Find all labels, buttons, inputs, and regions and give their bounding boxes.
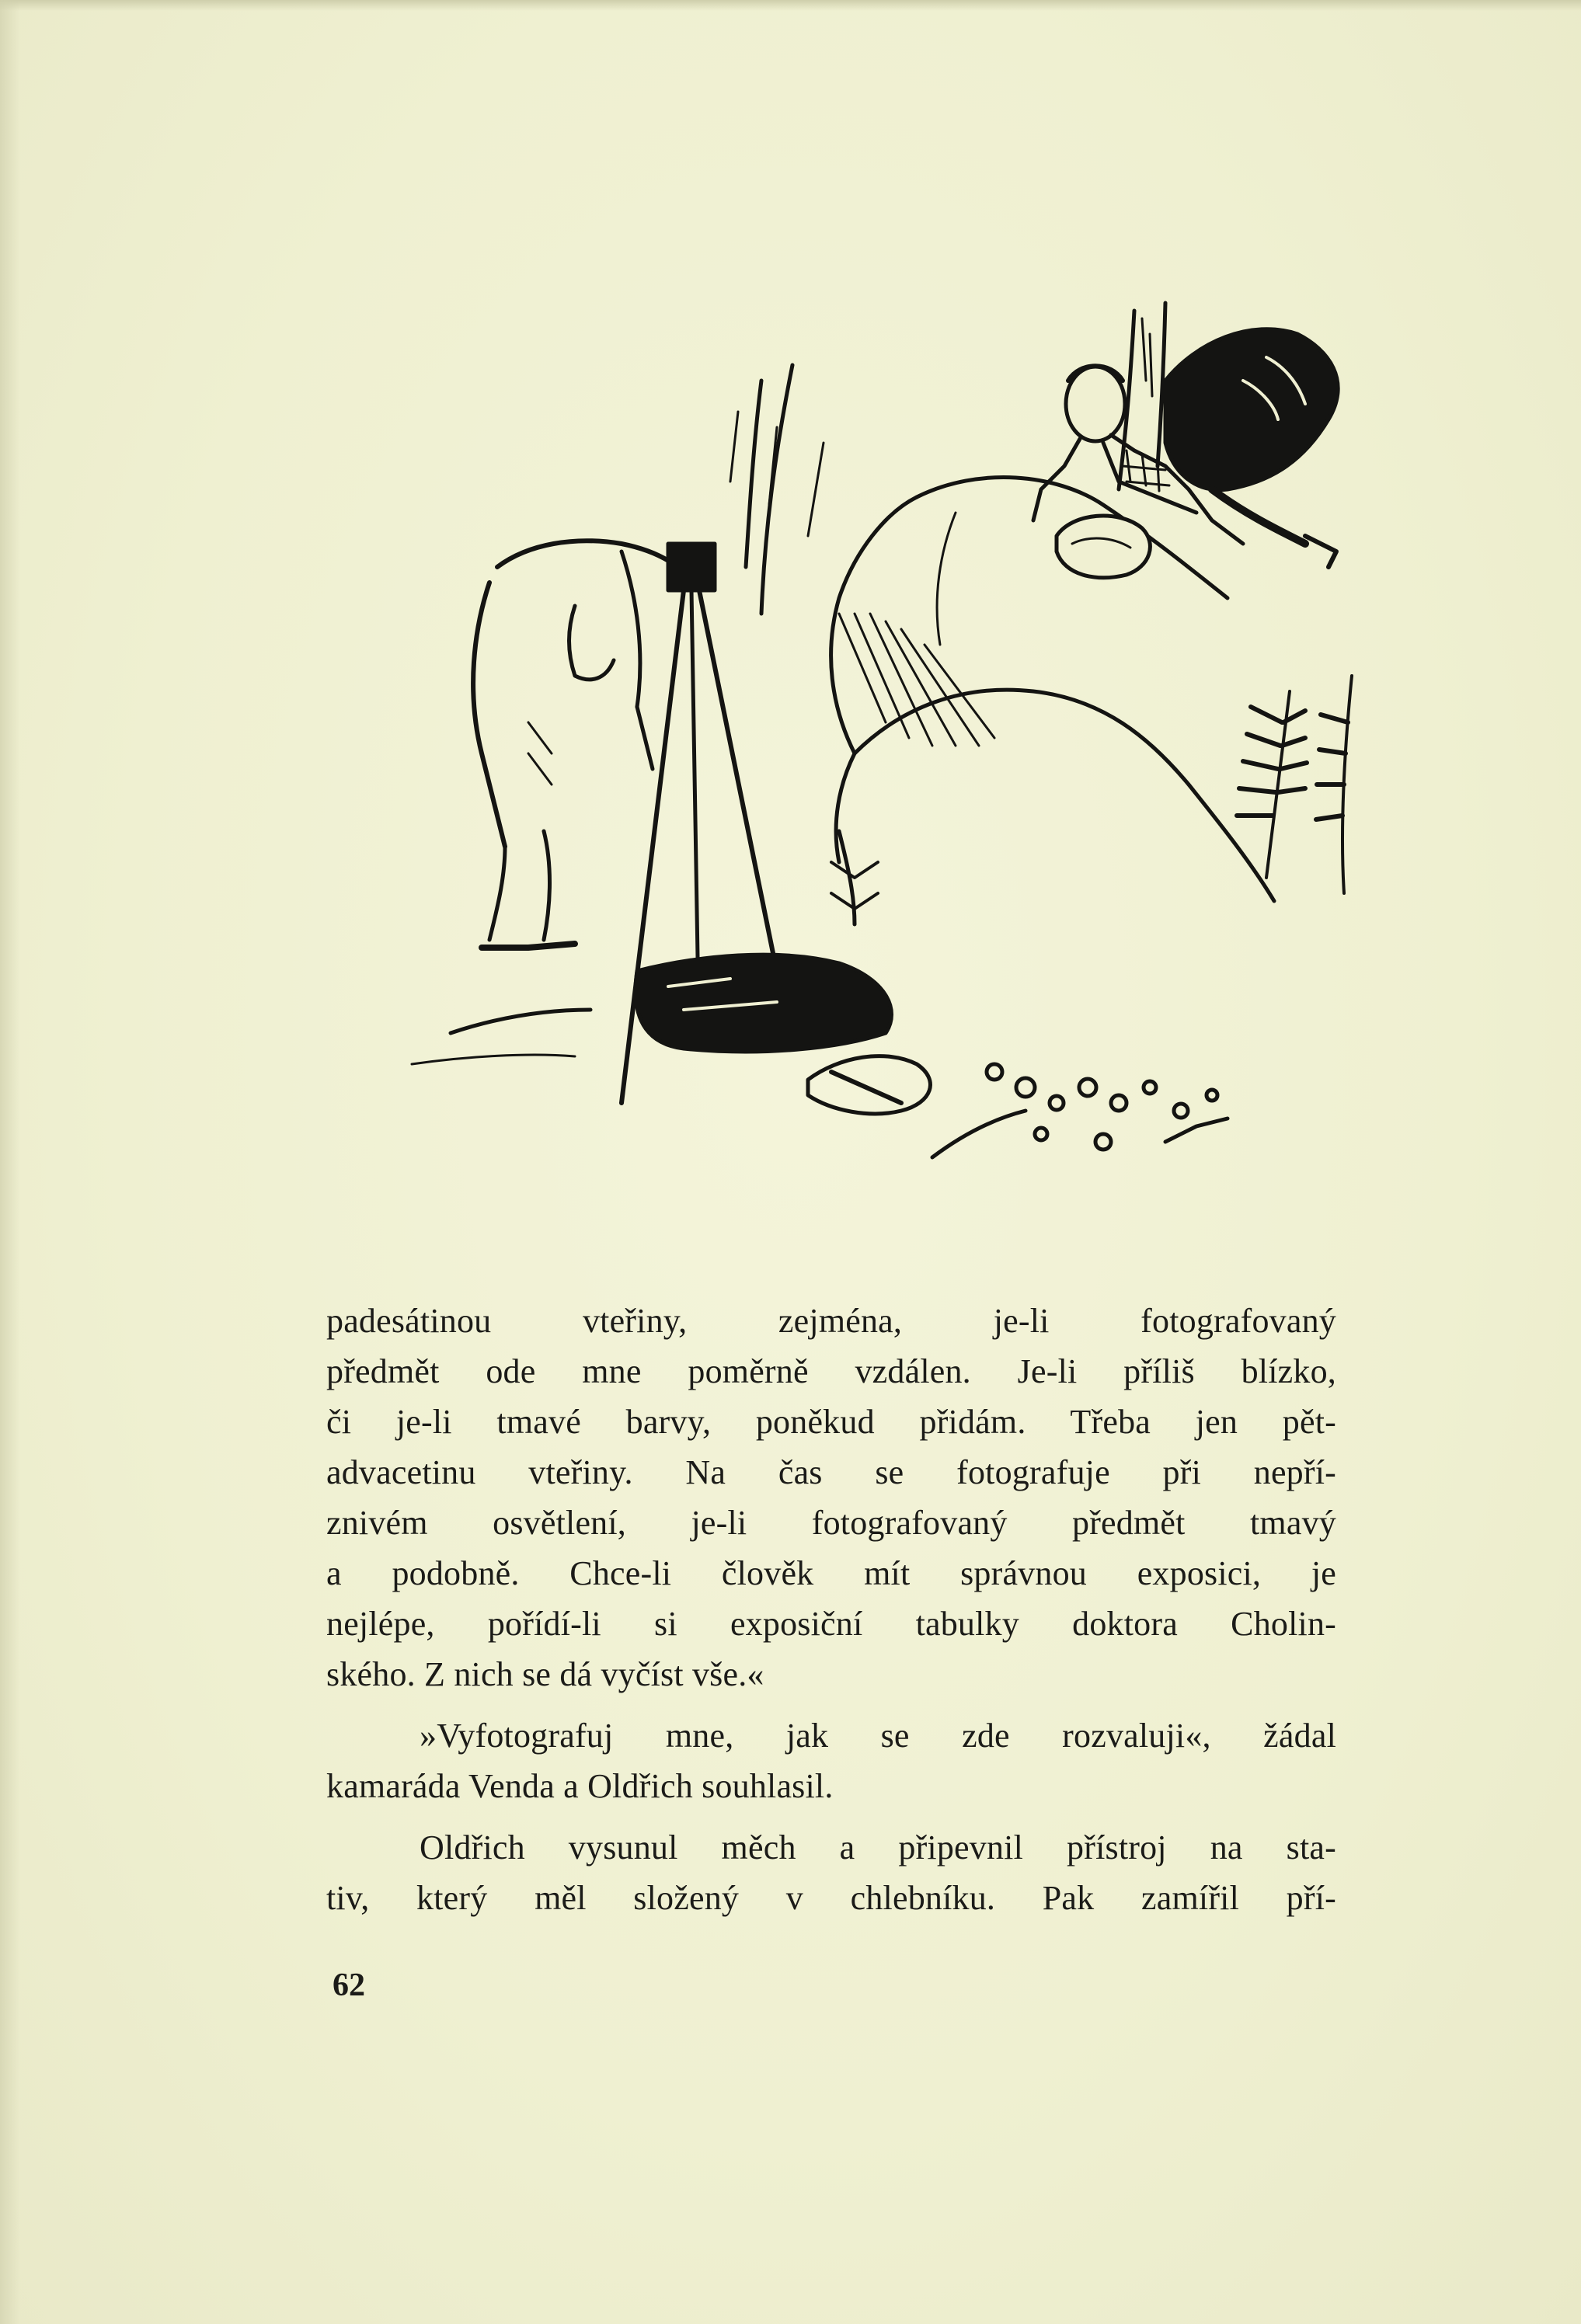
text-line: tiv, který měl složený v chlebníku. Pak zamířil pří- <box>326 1879 1336 1917</box>
text-line: či je-li tmavé barvy, poněkud přidám. Třeba jen pět- <box>326 1403 1336 1441</box>
text-line: kamaráda Venda a Oldřich souhlasil. <box>326 1767 834 1805</box>
text-line: »Vyfotografuj mne, jak se zde rozvaluji«, žádal <box>420 1717 1336 1755</box>
ink-illustration-icon <box>295 287 1414 1219</box>
text-line: ského. Z nich se dá vyčíst vše.« <box>326 1655 764 1693</box>
text-line: Oldřich vysunul měch a připevnil přístroj na sta- <box>420 1828 1336 1867</box>
paragraph-gap <box>326 1700 1336 1710</box>
text-line: znivém osvětlení, je-li fotografovaný předmět tmavý <box>326 1504 1336 1542</box>
page-number: 62 <box>333 1967 365 2003</box>
page-edge-shadow <box>0 0 20 2324</box>
text-line: advacetinu vteřiny. Na čas se fotografuje při nepří- <box>326 1453 1336 1491</box>
body-text <box>326 1296 1336 1923</box>
text-line: padesátinou vteřiny, zejména, je-li fotografovaný <box>326 1302 1336 1340</box>
text-line: a podobně. Chce-li člověk mít správnou exposici, je <box>326 1554 1336 1592</box>
paragraph-gap <box>326 1811 1336 1822</box>
text-line: předmět ode mne poměrně vzdálen. Je-li příliš blízko, <box>326 1352 1336 1390</box>
text-line: nejlépe, pořídí-li si exposiční tabulky doktora Cholin- <box>326 1605 1336 1643</box>
page-top-shadow <box>0 0 1581 11</box>
